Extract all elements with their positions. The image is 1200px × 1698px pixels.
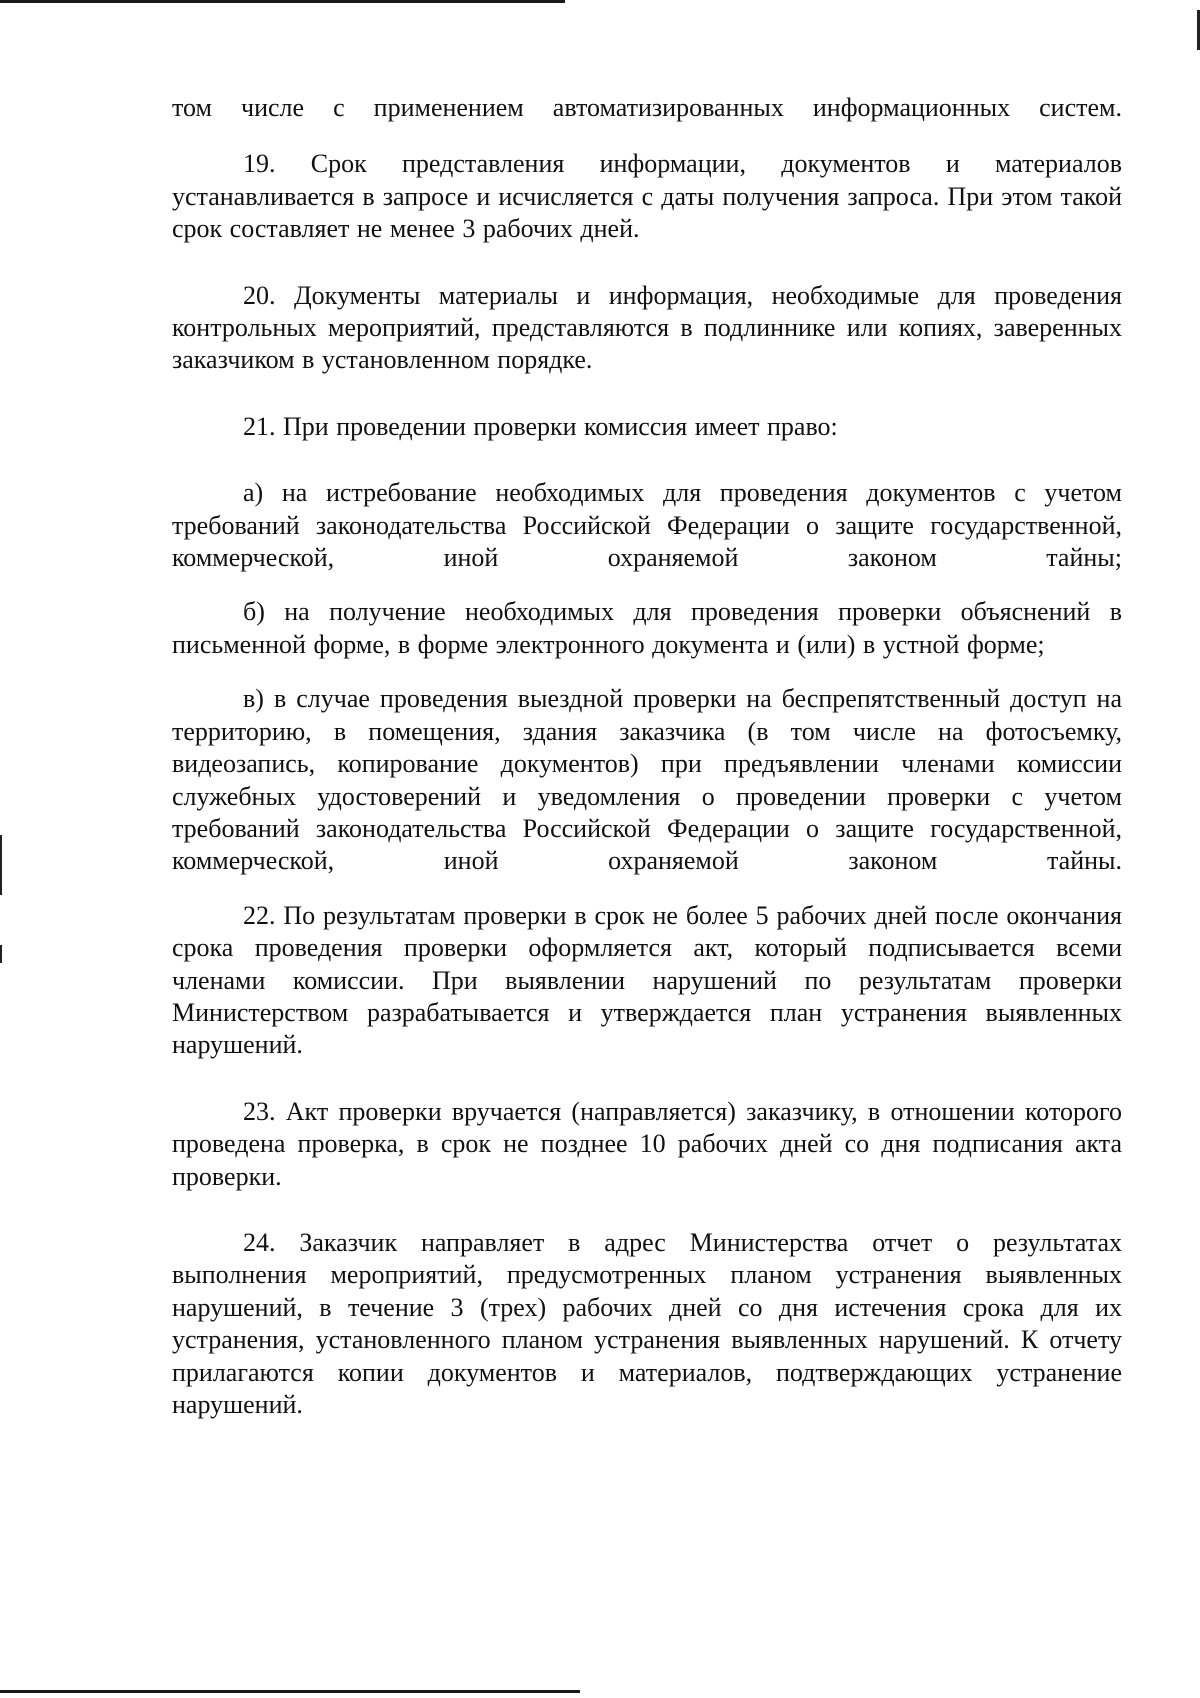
paragraph-23: 23. Акт проверки вручается (направляется) заказчику, в отношении которого проведена проверка, в срок не позднее 10 рабочих дней со дня подписания акта проверки. xyxy=(172,1096,1122,1191)
paragraph-21-v: в) в случае проведения выездной проверки на беспрепятственный доступ на территорию, в помещения, здания заказчика (в том числе на фотосъемку, видеозапись, копирование документов) при предъявлении членами комиссии служебных удостоверений и уведомления о проведении проверки с учетом требований законодательства Российской Федерации о защите государственной, коммерческой, иной охраняемой законом тайны. xyxy=(172,684,1122,876)
paragraph-24: 24. Заказчик направляет в адрес Министерства отчет о результатах выполнения мероприятий, предусмотренных планом устранения выявленных нарушений, в течение 3 (трех) рабочих дней со дня истечения срока для их устранения, установленного планом устранения выявленных нарушений. К отчету прилагаются копии документов и материалов, подтверждающих устранение нарушений. xyxy=(172,1227,1122,1419)
paragraph-21: 21. При проведении проверки комиссия имеет право: xyxy=(243,411,838,441)
scan-border-top xyxy=(0,0,565,3)
paragraph-22: 22. По результатам проверки в срок не более 5 рабочих дней после окончания срока проведения проверки оформляется акт, который подписывается всеми членами комиссии. При выявлении нарушений по результатам проверки Министерством разрабатывается и утверждается план устранения выявленных нарушений. xyxy=(172,900,1122,1060)
paragraph-20: 20. Документы материалы и информация, необходимые для проведения контрольных мероприятий, представляются в подлиннике или копиях, заверенных заказчиком в установленном порядке. xyxy=(172,280,1122,375)
scan-border-bottom xyxy=(0,1690,580,1693)
paragraph-21-a: а) на истребование необходимых для проведения документов с учетом требований законодательства Российской Федерации о защите государственной, коммерческой, иной охраняемой законом тайны; xyxy=(172,478,1122,573)
scan-mark-left-lower xyxy=(0,945,2,963)
paragraph-21-b: б) на получение необходимых для проведения проверки объяснений в письменной форме, в форме электронного документа и (или) в устной форме; xyxy=(172,597,1122,659)
scan-mark-left-upper xyxy=(0,835,2,895)
document-page xyxy=(172,92,1122,1421)
paragraph-continuation: том числе с применением автоматизированных информационных систем. xyxy=(172,93,1122,122)
paragraph-19: 19. Срок представления информации, документов и материалов устанавливается в запросе и исчисляется с даты получения запроса. При этом такой срок составляет не менее 3 рабочих дней. xyxy=(172,149,1122,244)
